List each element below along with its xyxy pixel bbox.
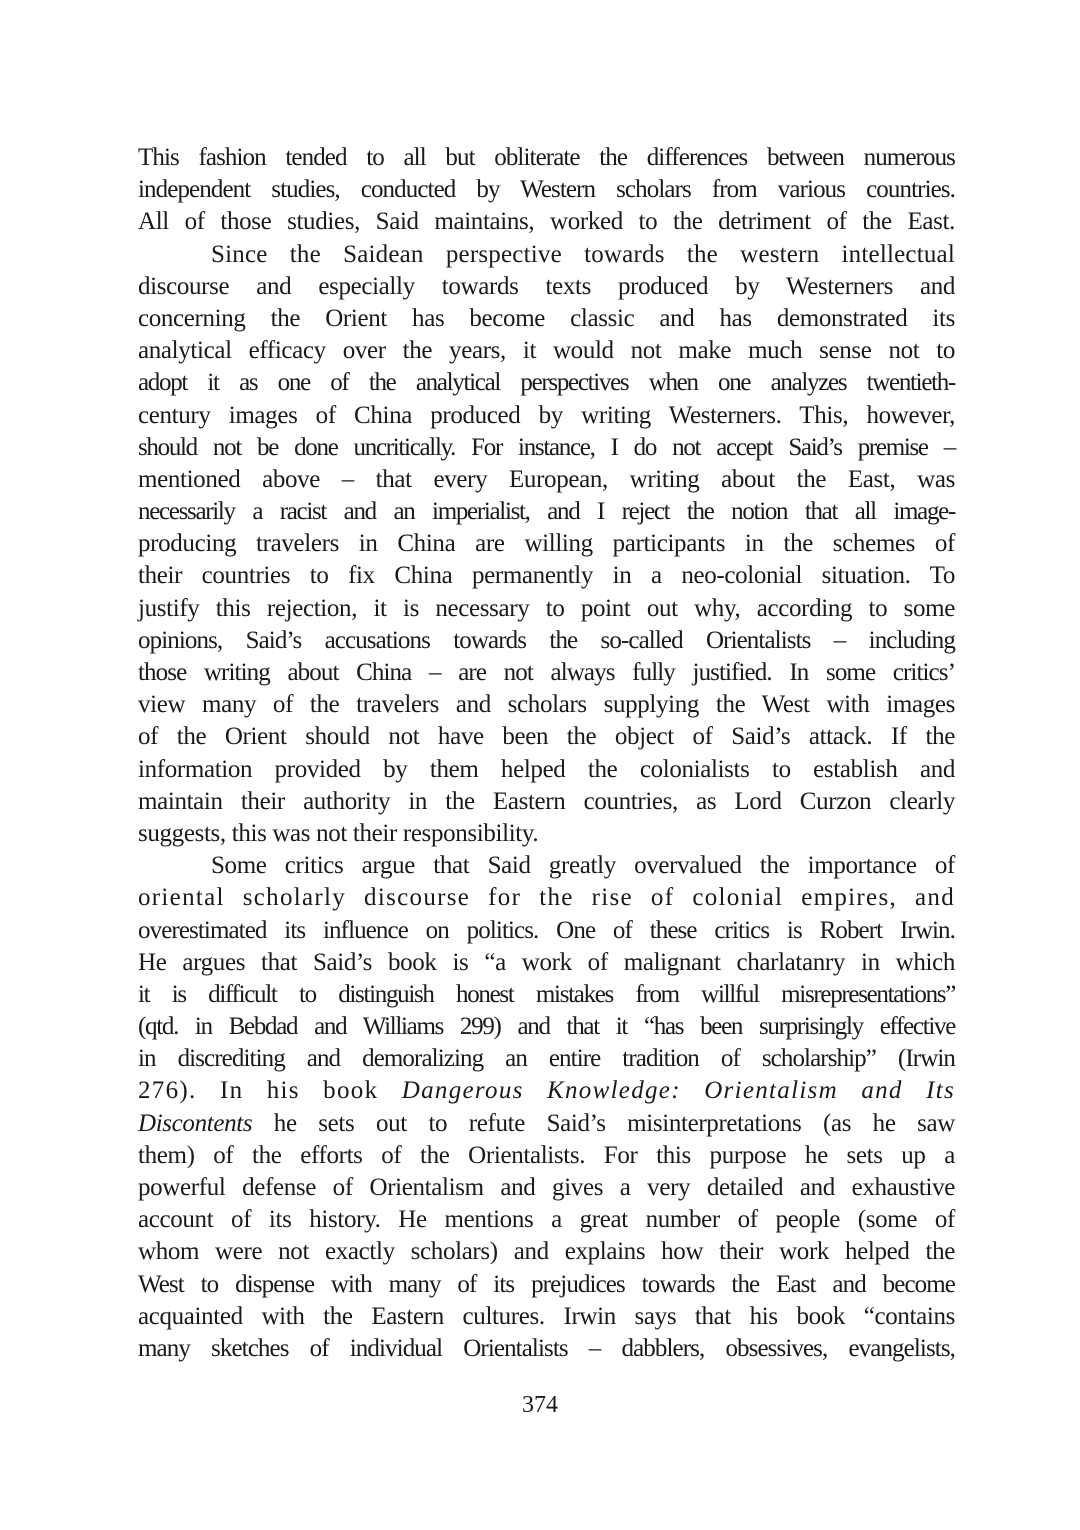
text-line: All of those studies, Said maintains, worked to the detriment of the East. <box>138 208 955 236</box>
text-line: those writing about China – are not always fully justified. In some critics’ <box>138 659 955 686</box>
text-line: information provided by them helped the colonialists to establish and <box>138 755 955 783</box>
text-segment: 276). In his book <box>138 1077 402 1105</box>
paragraph-end-line: suggests, this was not their responsibility. <box>138 819 539 847</box>
text-line: justify this rejection, it is necessary to point out why, according to some <box>138 594 955 622</box>
text-line-with-book-title <box>138 1108 955 1140</box>
text-line: maintain their authority in the Eastern countries, as Lord Curzon clearly <box>138 787 955 815</box>
text-line: in discrediting and demoralizing an entire tradition of scholarship” (Irwin <box>138 1045 955 1073</box>
text-line: (qtd. in Bebdad and Williams 299) and that it “has been surprisingly effective <box>138 1013 955 1041</box>
text-line: concerning the Orient has become classic and has demonstrated its <box>138 304 955 332</box>
text-line: acquainted with the Eastern cultures. Irwin says that his book “contains <box>138 1302 955 1330</box>
page-number: 374 <box>522 1392 558 1418</box>
text-line: them) of the efforts of the Orientalists. For this purpose he sets up a <box>138 1141 955 1169</box>
book-title-italic: Discontents <box>138 1109 253 1137</box>
text-line: analytical efficacy over the years, it would not make much sense not to <box>138 337 955 365</box>
text-line: century images of China produced by writing Westerners. This, however, <box>138 401 955 429</box>
text-line: should not be done uncritically. For instance, I do not accept Said’s premise – <box>138 433 955 461</box>
book-title-italic: Dangerous Knowledge: Orientalism and Its <box>401 1077 955 1105</box>
text-line: discourse and especially towards texts produced by Westerners and <box>138 272 955 300</box>
text-line: producing travelers in China are willing participants in the schemes of <box>138 530 955 558</box>
text-line: West to dispense with many of its prejudices towards the East and become <box>138 1270 955 1298</box>
text-line: independent studies, conducted by Western scholars from various countries. <box>138 176 955 204</box>
text-line: This fashion tended to all but obliterate the differences between numerous <box>138 144 955 171</box>
text-line: He argues that Said’s book is “a work of malignant charlatanry in which <box>138 948 955 976</box>
text-line: oriental scholarly discourse for the rise of colonial empires, and <box>138 884 955 912</box>
text-line: view many of the travelers and scholars supplying the West with images <box>138 691 955 719</box>
text-line: opinions, Said’s accusations towards the so-called Orientalists – including <box>138 626 955 654</box>
text-line: powerful defense of Orientalism and gives a very detailed and exhaustive <box>138 1174 955 1201</box>
text-line: whom were not exactly scholars) and explains how their work helped the <box>138 1238 955 1266</box>
text-line-with-book-title <box>138 1075 955 1107</box>
text-line: overestimated its influence on politics. One of these critics is Robert Irwin. <box>138 916 955 944</box>
text-line: account of its history. He mentions a great number of people (some of <box>138 1206 955 1234</box>
text-line: adopt it as one of the analytical perspectives when one analyzes twentieth- <box>138 369 955 397</box>
text-line: their countries to fix China permanently in a neo-colonial situation. To <box>138 562 955 590</box>
text-line: necessarily a racist and an imperialist, and I reject the notion that all image- <box>138 498 955 526</box>
text-line: mentioned above – that every European, writing about the East, was <box>138 465 955 493</box>
paragraph-start-line: Some critics argue that Said greatly overvalued the importance of <box>211 852 955 880</box>
text-line: many sketches of individual Orientalists – dabblers, obsessives, evangelists, <box>138 1334 955 1362</box>
text-segment: he sets out to refute Said’s misinterpretations (as he saw <box>252 1109 955 1137</box>
text-line: it is difficult to distinguish honest mistakes from willful misrepresentations” <box>138 980 955 1008</box>
paragraph-start-line: Since the Saidean perspective towards the western intellectual <box>211 240 955 268</box>
document-page-body <box>138 142 955 1365</box>
text-line: of the Orient should not have been the object of Said’s attack. If the <box>138 723 955 751</box>
